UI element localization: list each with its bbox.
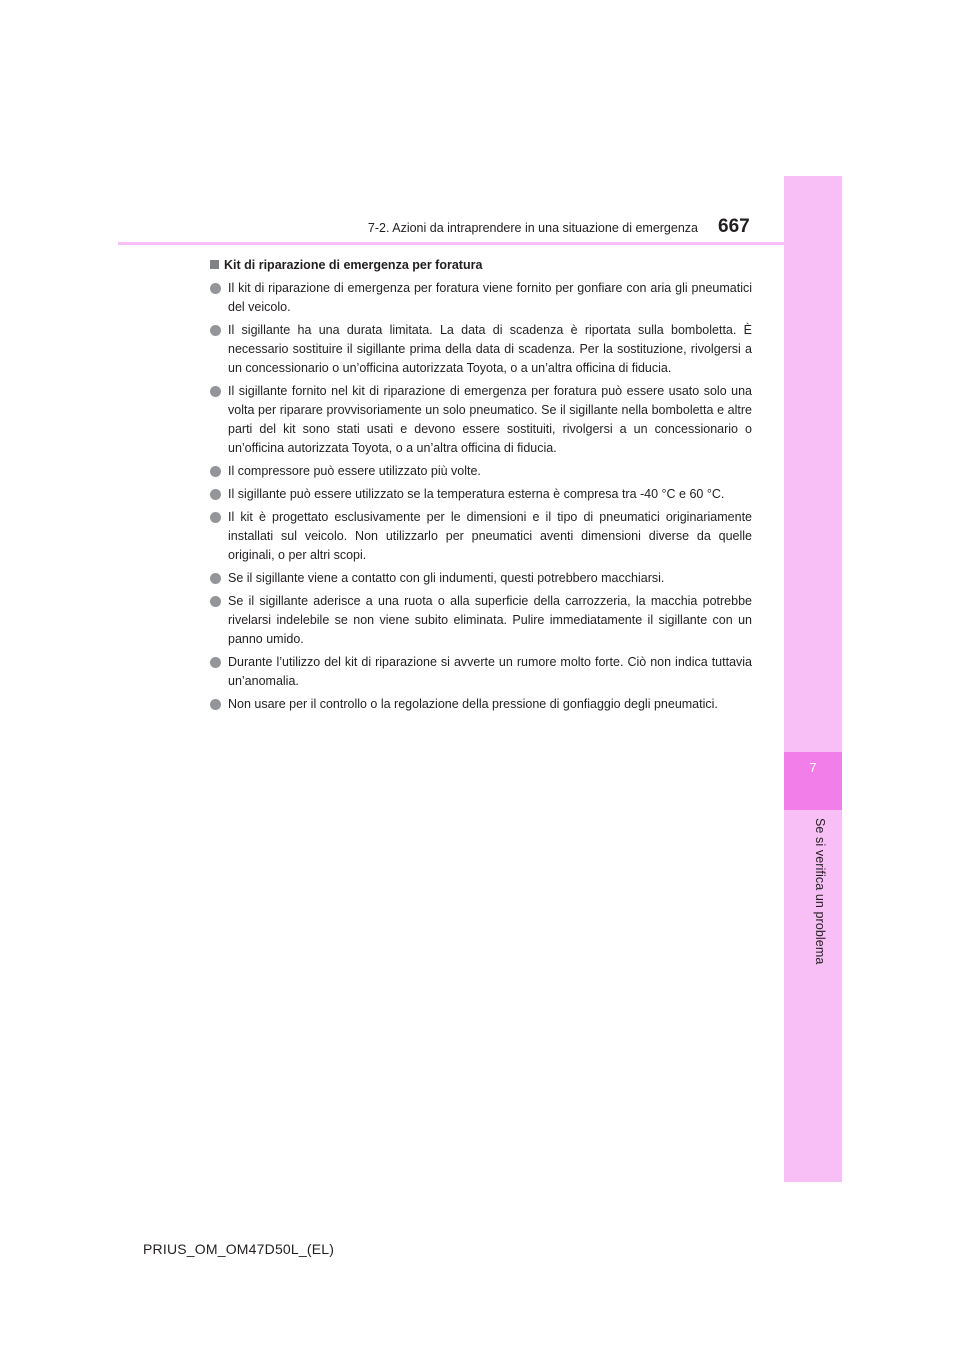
square-bullet-icon	[210, 260, 219, 269]
list-item-text: Il kit è progettato esclusivamente per le dimensioni e il tipo di pneumatici originariamente installati sul veicolo. Non utilizzarlo per pneumatici aventi dimensioni diverse da quelle originali, o per altri scopi.	[228, 510, 752, 562]
section-heading-text: Kit di riparazione di emergenza per foratura	[224, 258, 483, 272]
list-item	[210, 321, 752, 378]
header-section-title: 7-2. Azioni da intraprendere in una situazione di emergenza	[367, 221, 698, 235]
circle-bullet-icon	[210, 657, 221, 668]
chapter-title: Se si verifica un problema	[813, 818, 827, 965]
circle-bullet-icon	[210, 512, 221, 523]
page-number: 667	[718, 216, 750, 237]
document-code: PRIUS_OM_OM47D50L_(EL)	[143, 1241, 335, 1257]
circle-bullet-icon	[210, 325, 221, 336]
circle-bullet-icon	[210, 573, 221, 584]
list-item-text: Durante l’utilizzo del kit di riparazione si avverte un rumore molto forte. Ciò non indica tuttavia un’anomalia.	[228, 655, 752, 688]
list-item	[210, 569, 752, 588]
list-item-text: Il sigillante fornito nel kit di riparazione di emergenza per foratura può essere usato solo una volta per riparare provvisoriamente un solo pneumatico. Se il sigillante nella bomboletta e altre parti del kit sono stati usati e devono essere sostituiti, rivolgersi a un concessionario o un’officina autorizzata Toyota, o a un’altra officina di fiducia.	[228, 384, 752, 455]
circle-bullet-icon	[210, 466, 221, 477]
list-item	[210, 508, 752, 565]
circle-bullet-icon	[210, 699, 221, 710]
list-item	[210, 462, 752, 481]
bullet-list	[210, 279, 752, 714]
circle-bullet-icon	[210, 386, 221, 397]
section-heading	[210, 256, 752, 274]
list-item-text: Il sigillante può essere utilizzato se la temperatura esterna è compresa tra -40 °C e 60 °C.	[228, 487, 725, 501]
list-item-text: Il kit di riparazione di emergenza per foratura viene fornito per gonfiare con aria gli pneumatici del veicolo.	[228, 281, 752, 314]
header-rule	[118, 242, 842, 245]
circle-bullet-icon	[210, 489, 221, 500]
list-item-text: Il sigillante ha una durata limitata. La data di scadenza è riportata sulla bomboletta. È necessario sostituire il sigillante prima della data di scadenza. Per la sostituzione, rivolgersi a un concessionario o un’officina autorizzata Toyota, o a un’altra officina di fiducia.	[228, 323, 752, 375]
list-item	[210, 279, 752, 317]
circle-bullet-icon	[210, 283, 221, 294]
list-item-text: Il compressore può essere utilizzato più volte.	[228, 464, 481, 478]
list-item	[210, 485, 752, 504]
list-item	[210, 592, 752, 649]
chapter-number: 7	[809, 760, 817, 775]
list-item	[210, 653, 752, 691]
circle-bullet-icon	[210, 596, 221, 607]
list-item-text: Non usare per il controllo o la regolazione della pressione di gonfiaggio degli pneumatici.	[228, 697, 718, 711]
main-content	[210, 256, 752, 718]
list-item-text: Se il sigillante aderisce a una ruota o alla superficie della carrozzeria, la macchia potrebbe rivelarsi indelebile se non viene subito eliminata. Pulire immediatamente il sigillante con un panno umido.	[228, 594, 752, 646]
list-item	[210, 695, 752, 714]
list-item-text: Se il sigillante viene a contatto con gli indumenti, questi potrebbero macchiarsi.	[228, 571, 665, 585]
chapter-side-tab	[784, 176, 842, 1182]
list-item	[210, 382, 752, 458]
